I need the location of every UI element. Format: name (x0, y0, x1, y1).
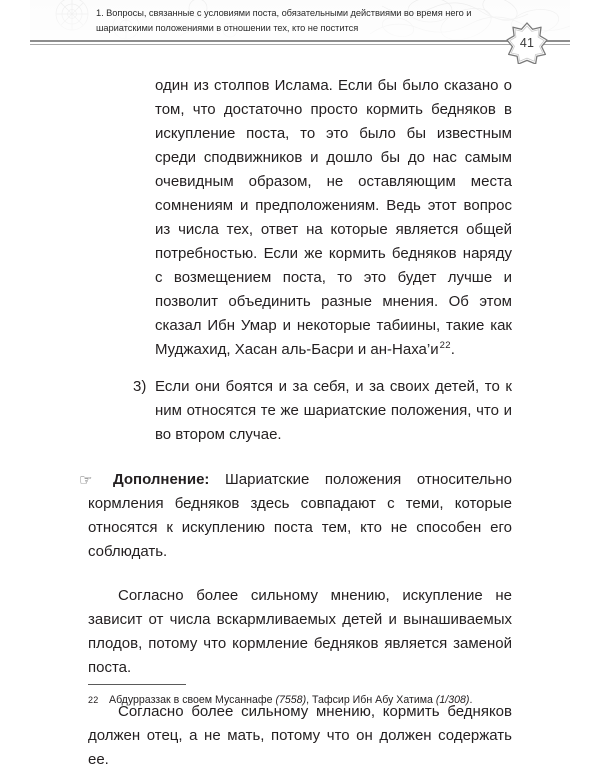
running-head-line-2: него и шариатскими положениями в отношении тех, кто не постится (96, 8, 472, 33)
body-paragraph-3: Согласно более сильному мнению, кормить бедняков должен отец, а не мать, потому что он должен содержать ее. (88, 703, 512, 768)
header-rule-thin (30, 44, 570, 45)
body-paragraph-1-text: один из столпов Ислама. Если бы было сказано о том, что достаточно просто кормить бедняков в искупление поста, то это было бы известным среди сподвижников и дошло бы до нас самым очевидным образом, не оставляющим места сомнениям и предположениям. Ведь этот вопрос из числа тех, ответ на которые является общей потребностью. Если же кормить бедняков наряду с возмещением поста, то это будет лучше и позволит объединить разные мнения. Об этом сказал Ибн Умар и некоторые табиины, такие как Муджахид, Хасан аль-Басри и ан-Наха’и (155, 77, 512, 358)
footnote-text-part-1: Абдурраззак в своем Мусаннафе (109, 694, 276, 706)
header-divider-rule (30, 40, 570, 45)
running-head (0, 0, 600, 50)
page-content (79, 74, 512, 772)
footnote-text (109, 692, 512, 708)
body-paragraph-2: Согласно более сильному мнению, искупление не зависит от числа вскармливаемых детей и вынашиваемых плодов, потому что кормление бедняков является заменой поста. (88, 587, 512, 676)
footnote-reference-1: (7558) (275, 694, 307, 706)
footnote-text-part-3: . (469, 694, 473, 706)
pointing-hand-icon: ☞ (79, 472, 93, 489)
footnote-separator-rule (88, 684, 186, 685)
footnote-number: 22 (88, 695, 99, 705)
list-item (133, 375, 512, 447)
footnote-reference-22[interactable]: 22 (439, 340, 451, 351)
footnote-text-part-2: , Тафсир Ибн Абу Хатима (306, 694, 436, 706)
addition-note-body: Шариатские положения относительно кормления бедняков здесь совпадают с теми, которые относятся к искуплению поста тем, кто не способен его соблюдать. (88, 471, 512, 560)
page-number-badge (506, 22, 548, 64)
body-paragraph-1 (155, 74, 512, 362)
footnote-area (88, 684, 512, 708)
footnote-reference-2: (1/308) (435, 694, 470, 706)
list-item-text: Если они боятся и за себя, и за своих детей, то к ним относятся те же шариатские положения, что и во втором случае. (155, 378, 512, 443)
addition-note-text (88, 468, 512, 564)
running-head-line-1: 1. Вопросы, связанные с условиями поста, обязательными действиями во время (96, 8, 443, 18)
footnote-item (88, 692, 512, 708)
page-number-value: 41 (519, 35, 535, 50)
addition-note-label: Дополнение: (113, 471, 210, 488)
addition-note-block (79, 468, 512, 564)
list-item-marker: 3) (133, 378, 147, 395)
body-paragraph-1-tail: . (450, 341, 455, 358)
header-rule-thick (30, 40, 570, 42)
running-head-text (96, 6, 506, 35)
